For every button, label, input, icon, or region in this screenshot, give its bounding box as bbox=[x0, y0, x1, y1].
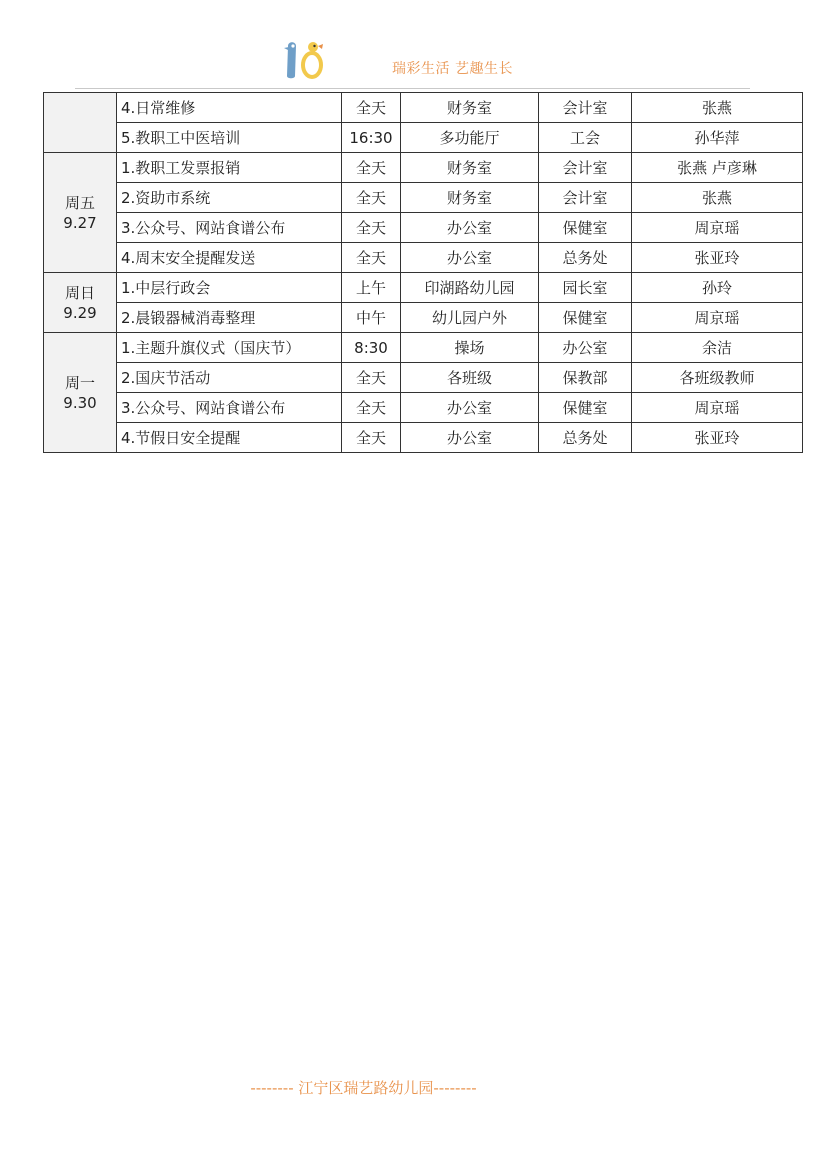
cell-place: 办公室 bbox=[401, 213, 539, 243]
day-date: 9.29 bbox=[63, 303, 97, 322]
cell-dept: 工会 bbox=[539, 123, 632, 153]
cell-item: 1.主题升旗仪式（国庆节） bbox=[117, 333, 342, 363]
day-label: 周日 bbox=[64, 283, 95, 302]
cell-item: 3.公众号、网站食谱公布 bbox=[117, 393, 342, 423]
cell-time: 中午 bbox=[342, 303, 401, 333]
table-row bbox=[44, 243, 803, 273]
cell-time: 全天 bbox=[342, 213, 401, 243]
table-row bbox=[44, 363, 803, 393]
cell-time: 全天 bbox=[342, 153, 401, 183]
cell-person: 周京瑶 bbox=[632, 213, 803, 243]
cell-person: 孙玲 bbox=[632, 273, 803, 303]
cell-person: 张燕 bbox=[632, 93, 803, 123]
cell-item: 4.周末安全提醒发送 bbox=[117, 243, 342, 273]
cell-item: 4.节假日安全提醒 bbox=[117, 423, 342, 453]
cell-place: 办公室 bbox=[401, 243, 539, 273]
cell-person: 孙华萍 bbox=[632, 123, 803, 153]
table-row bbox=[44, 273, 803, 303]
cell-dept: 保健室 bbox=[539, 393, 632, 423]
cell-item: 2.晨锻器械消毒整理 bbox=[117, 303, 342, 333]
cell-place: 财务室 bbox=[401, 93, 539, 123]
cell-item: 3.公众号、网站食谱公布 bbox=[117, 213, 342, 243]
day-date: 9.27 bbox=[63, 213, 97, 232]
cell-place: 各班级 bbox=[401, 363, 539, 393]
day-date: 9.30 bbox=[63, 393, 97, 412]
cell-person: 周京瑶 bbox=[632, 393, 803, 423]
cell-item: 5.教职工中医培训 bbox=[117, 123, 342, 153]
table-row bbox=[44, 153, 803, 183]
cell-person: 张燕 bbox=[632, 183, 803, 213]
table-row bbox=[44, 393, 803, 423]
cell-place: 财务室 bbox=[401, 183, 539, 213]
table-row bbox=[44, 423, 803, 453]
day-label: 周一 bbox=[64, 373, 95, 392]
cell-time: 16:30 bbox=[342, 123, 401, 153]
footer-text: -------- 江宁区瑞艺路幼儿园-------- bbox=[250, 1079, 477, 1097]
cell-dept: 会计室 bbox=[539, 183, 632, 213]
cell-item: 2.国庆节活动 bbox=[117, 363, 342, 393]
day-cell bbox=[44, 153, 117, 273]
table-row bbox=[44, 123, 803, 153]
cell-dept: 总务处 bbox=[539, 243, 632, 273]
cell-place: 办公室 bbox=[401, 393, 539, 423]
cell-item: 1.中层行政会 bbox=[117, 273, 342, 303]
cell-dept: 会计室 bbox=[539, 153, 632, 183]
cell-place: 幼儿园户外 bbox=[401, 303, 539, 333]
cell-item: 4.日常维修 bbox=[117, 93, 342, 123]
page-header bbox=[0, 0, 827, 92]
kindergarten-logo-icon bbox=[280, 38, 328, 80]
table-row bbox=[44, 213, 803, 243]
header-divider bbox=[75, 88, 750, 89]
cell-time: 全天 bbox=[342, 243, 401, 273]
table-row bbox=[44, 93, 803, 123]
table-row bbox=[44, 303, 803, 333]
table-row bbox=[44, 183, 803, 213]
cell-place: 办公室 bbox=[401, 423, 539, 453]
cell-item: 1.教职工发票报销 bbox=[117, 153, 342, 183]
cell-place: 财务室 bbox=[401, 153, 539, 183]
weekly-schedule-table bbox=[43, 92, 803, 453]
cell-place: 印湖路幼儿园 bbox=[401, 273, 539, 303]
cell-time: 全天 bbox=[342, 183, 401, 213]
cell-place: 多功能厅 bbox=[401, 123, 539, 153]
day-cell bbox=[44, 333, 117, 453]
cell-time: 8:30 bbox=[342, 333, 401, 363]
cell-time: 全天 bbox=[342, 423, 401, 453]
cell-person: 张亚玲 bbox=[632, 423, 803, 453]
cell-person: 张亚玲 bbox=[632, 243, 803, 273]
cell-item: 2.资助市系统 bbox=[117, 183, 342, 213]
cell-dept: 保健室 bbox=[539, 303, 632, 333]
cell-time: 全天 bbox=[342, 393, 401, 423]
cell-dept: 保教部 bbox=[539, 363, 632, 393]
table-row bbox=[44, 333, 803, 363]
cell-dept: 办公室 bbox=[539, 333, 632, 363]
day-cell bbox=[44, 273, 117, 333]
cell-dept: 总务处 bbox=[539, 423, 632, 453]
day-label: 周五 bbox=[64, 193, 95, 212]
cell-dept: 会计室 bbox=[539, 93, 632, 123]
cell-person: 各班级教师 bbox=[632, 363, 803, 393]
cell-time: 全天 bbox=[342, 93, 401, 123]
cell-time: 全天 bbox=[342, 363, 401, 393]
header-slogan: 瑞彩生活 艺趣生长 bbox=[392, 61, 513, 77]
cell-time: 上午 bbox=[342, 273, 401, 303]
cell-person: 张燕 卢彦琳 bbox=[632, 153, 803, 183]
day-cell bbox=[44, 93, 117, 153]
cell-dept: 园长室 bbox=[539, 273, 632, 303]
cell-person: 余洁 bbox=[632, 333, 803, 363]
cell-dept: 保健室 bbox=[539, 213, 632, 243]
page-footer bbox=[0, 1077, 827, 1098]
cell-place: 操场 bbox=[401, 333, 539, 363]
cell-person: 周京瑶 bbox=[632, 303, 803, 333]
